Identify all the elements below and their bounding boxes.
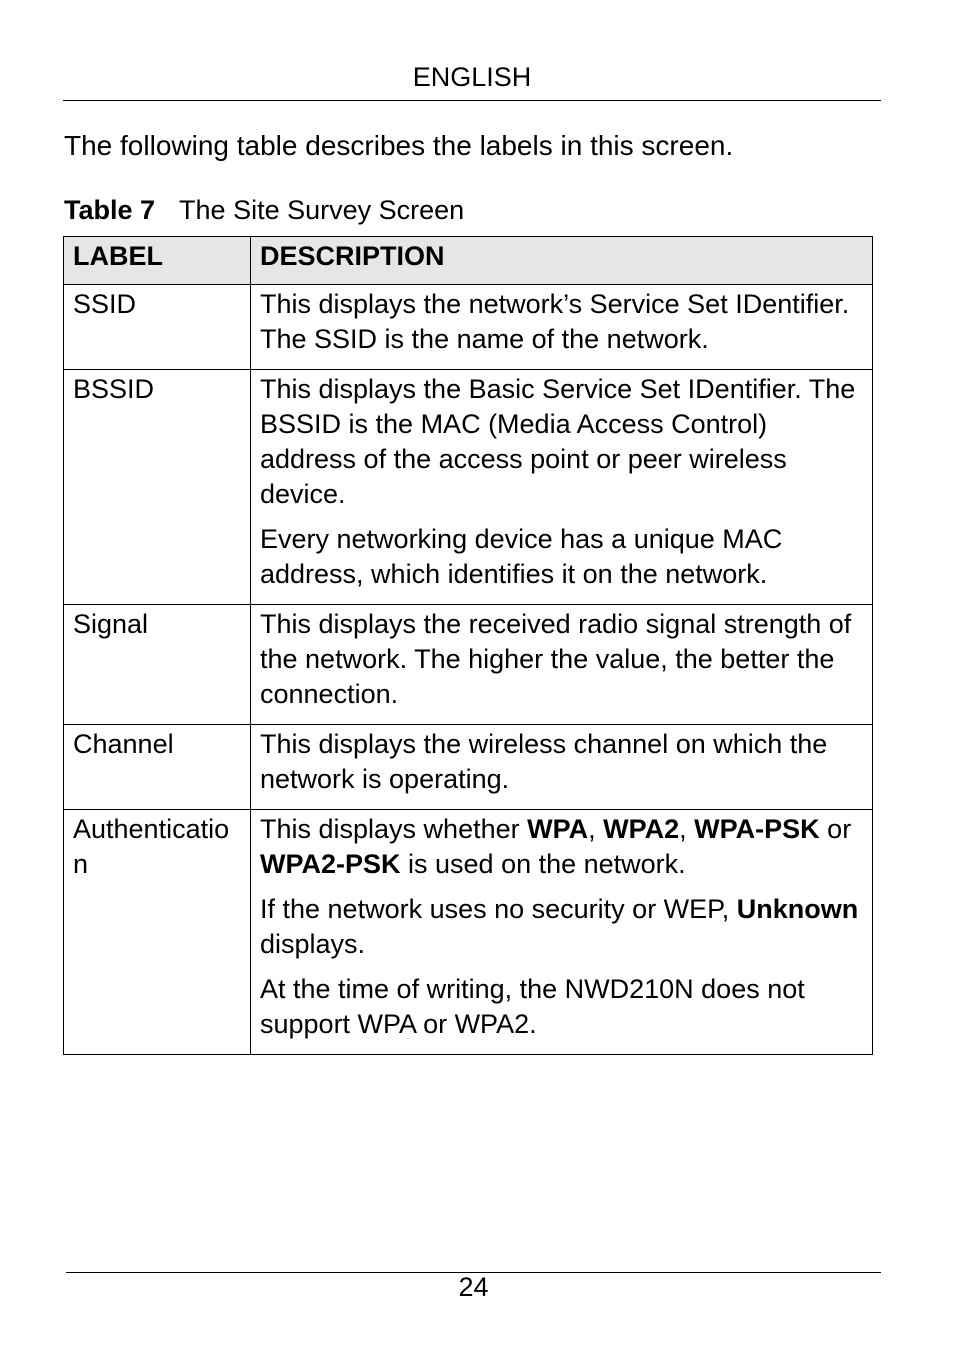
row-description xyxy=(251,725,873,810)
table-row-authentication xyxy=(64,810,873,1055)
page-header-language: ENGLISH xyxy=(412,62,532,92)
intro-paragraph: The following table describes the labels in this screen. xyxy=(64,130,734,161)
row-label: Authentication xyxy=(64,810,251,1055)
page-number: 24 xyxy=(458,1272,489,1302)
description-paragraph: Every networking device has a unique MAC address, which identifies it on the network. xyxy=(260,524,783,589)
text-run: , xyxy=(588,814,604,844)
row-label: SSID xyxy=(64,285,251,370)
row-label: Signal xyxy=(64,605,251,725)
row-description xyxy=(251,285,873,370)
table-row-channel xyxy=(64,725,873,810)
description-paragraph xyxy=(260,892,863,962)
table-caption-number: Table 7 xyxy=(64,195,156,225)
text-run: , xyxy=(679,814,695,844)
table-row-ssid xyxy=(64,285,873,370)
row-description xyxy=(251,370,873,605)
table-header-row xyxy=(64,237,873,285)
bold-term-wpa: WPA xyxy=(527,814,589,844)
column-header-description: DESCRIPTION xyxy=(251,237,873,285)
table-row-bssid xyxy=(64,370,873,605)
header-divider xyxy=(63,100,881,101)
row-label: BSSID xyxy=(64,370,251,605)
description-paragraph: This displays the received radio signal strength of the network. The higher the value, the better the connection. xyxy=(260,609,852,709)
description-paragraph: This displays the network’s Service Set IDentifier. The SSID is the name of the network. xyxy=(260,289,850,354)
row-description xyxy=(251,605,873,725)
description-paragraph: At the time of writing, the NWD210N does not support WPA or WPA2. xyxy=(260,974,805,1039)
row-description xyxy=(251,810,873,1055)
description-paragraph: This displays the wireless channel on which the network is operating. xyxy=(260,729,828,794)
table-caption xyxy=(64,193,464,227)
text-run: If the network uses no security or WEP, xyxy=(260,894,737,924)
table-caption-title: The Site Survey Screen xyxy=(179,195,465,225)
bold-term-unknown: Unknown xyxy=(736,894,859,924)
bold-term-wpa-psk: WPA-PSK xyxy=(694,814,820,844)
bold-term-wpa2: WPA2 xyxy=(603,814,680,844)
bold-term-wpa2-psk: WPA2-PSK xyxy=(260,849,401,879)
text-run: or xyxy=(819,814,852,844)
text-run: is used on the network. xyxy=(400,849,686,879)
description-paragraph: This displays the Basic Service Set IDentifier. The BSSID is the MAC (Media Access Control) address of the access point or peer wireless device. xyxy=(260,374,856,509)
label-description-table xyxy=(63,236,873,1055)
row-label: Channel xyxy=(64,725,251,810)
description-paragraph xyxy=(260,812,863,882)
table-row-signal xyxy=(64,605,873,725)
text-run: displays. xyxy=(260,929,366,959)
column-header-label: LABEL xyxy=(64,237,251,285)
text-run: This displays whether xyxy=(260,814,528,844)
